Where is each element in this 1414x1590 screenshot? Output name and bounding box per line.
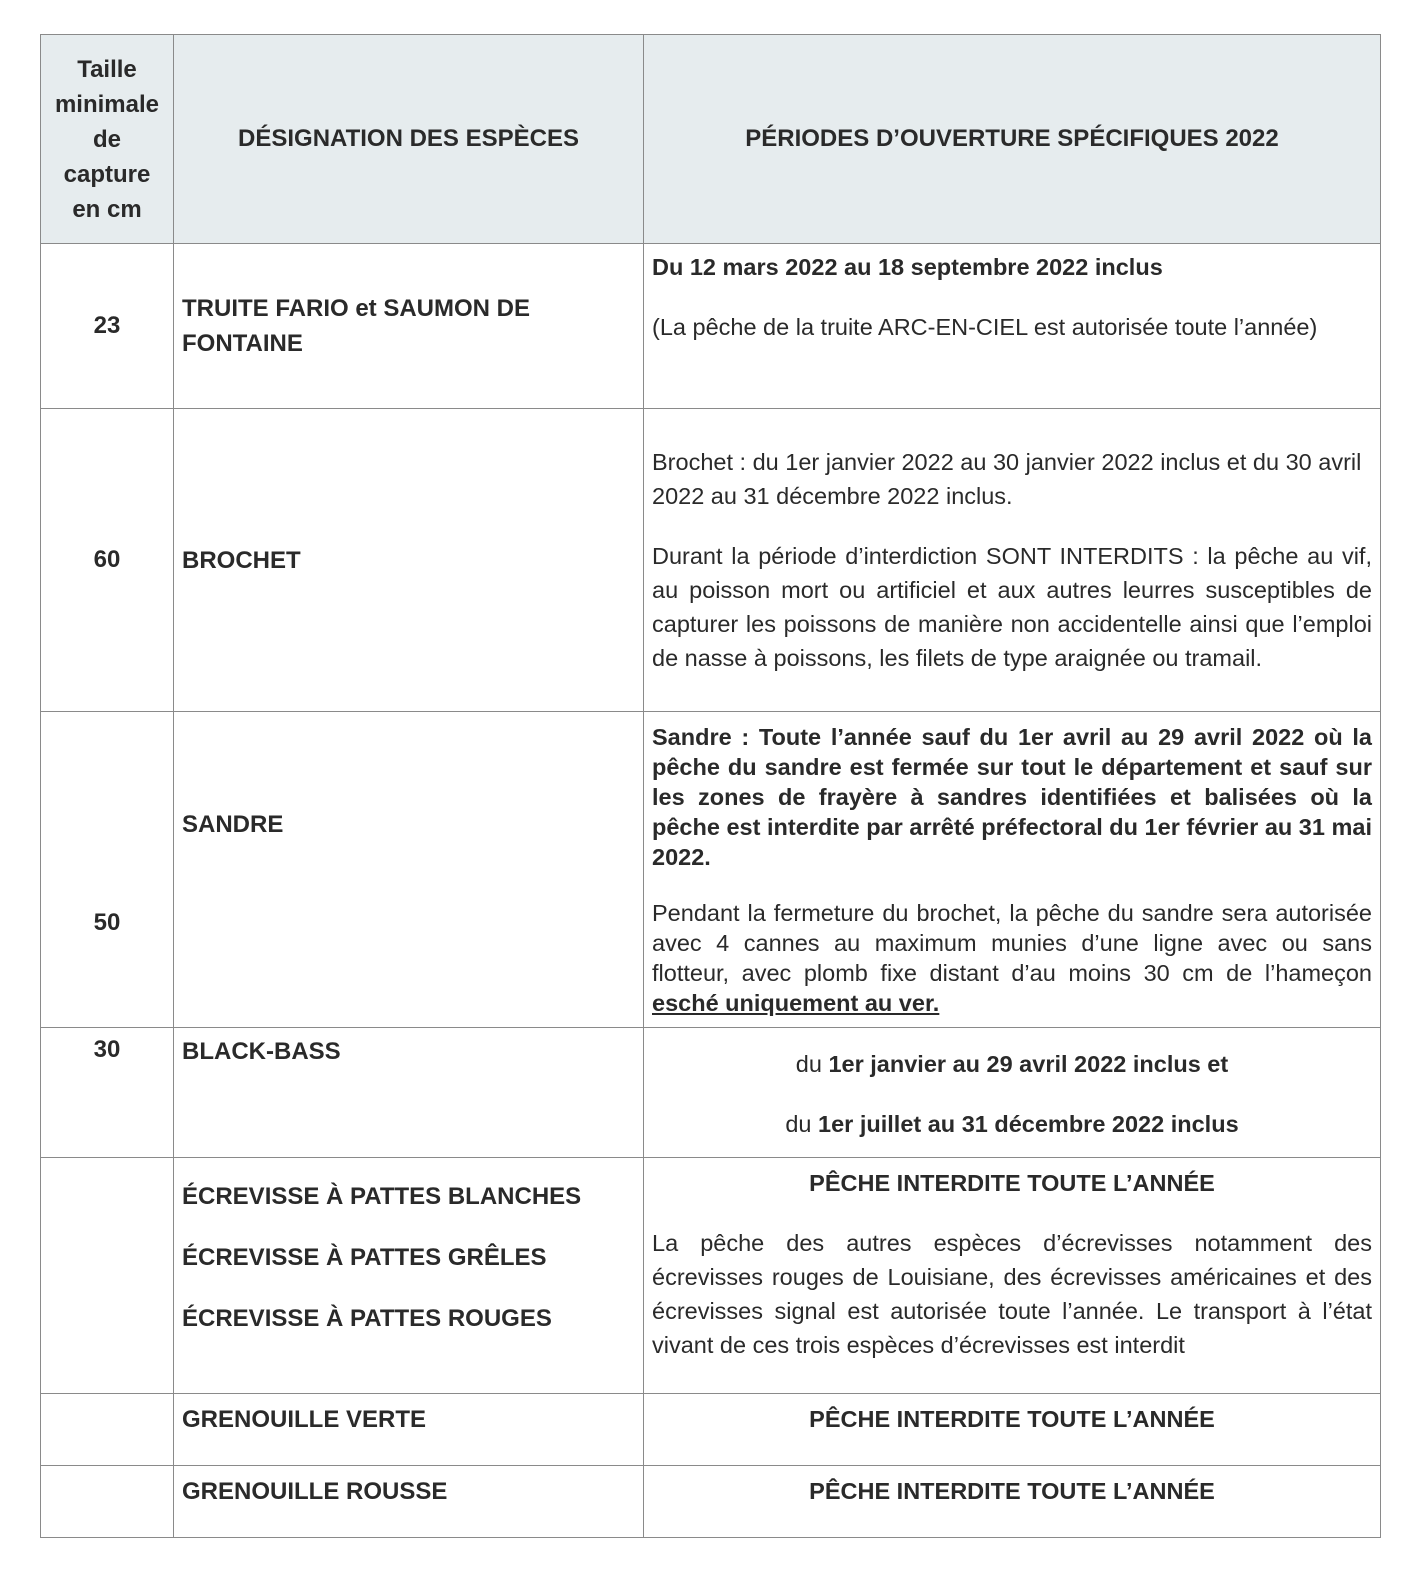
period-main: Du 12 mars 2022 au 18 septembre 2022 inclus [652, 254, 1163, 280]
table-row-grenouille-rousse [41, 1466, 1381, 1538]
size-cell: 23 [41, 244, 174, 409]
period-main: PÊCHE INTERDITE TOUTE L’ANNÉE [809, 1406, 1215, 1432]
species-cell: GRENOUILLE VERTE [174, 1394, 644, 1466]
period-line-1-dates: 1er janvier au 29 avril 2022 inclus et [828, 1051, 1229, 1077]
fishing-regulations-table [40, 34, 1381, 1538]
species-line: ÉCREVISSE À PATTES ROUGES [182, 1305, 552, 1332]
period-cell [644, 1158, 1381, 1394]
period-conditions-text: Pendant la fermeture du brochet, la pêche du sandre sera autorisée avec 4 cannes au maximum munies d’une ligne avec ou sans flotteur, avec plomb fixe distant d’au moins 30 cm de l’hameçon [652, 899, 1372, 986]
species-line: TRUITE FARIO et SAUMON DE [182, 295, 531, 322]
species-cell: BROCHET [174, 409, 644, 712]
species-line: FONTAINE [182, 330, 303, 357]
period-main: Sandre : Toute l’année sauf du 1er avril au 29 avril 2022 où la pêche du sandre est fermée sur tout le département et sauf sur les zones de frayère à sandres identifiées et balisées où la pêche est interdite par arrêté préfectoral du 1er février au 31 mai 2022. [652, 723, 1372, 870]
size-cell [41, 1158, 174, 1394]
period-line-1 [652, 1034, 1372, 1094]
species-cell [174, 1158, 644, 1394]
species-line: ÉCREVISSE À PATTES BLANCHES [182, 1183, 582, 1210]
period-line-1-prefix: du [795, 1051, 829, 1077]
table-row-sandre [41, 712, 1381, 1028]
period-main: PÊCHE INTERDITE TOUTE L’ANNÉE [809, 1478, 1215, 1504]
table-row-truite [41, 244, 1381, 409]
period-main: PÊCHE INTERDITE TOUTE L’ANNÉE [809, 1170, 1215, 1196]
species-line: ÉCREVISSE À PATTES GRÊLES [182, 1244, 547, 1271]
period-line-2 [652, 1094, 1372, 1154]
header-size-line: de [92, 125, 121, 153]
table-row-grenouille-verte [41, 1394, 1381, 1466]
period-cell [644, 1028, 1381, 1158]
period-cell [644, 409, 1381, 712]
header-species: DÉSIGNATION DES ESPÈCES [174, 35, 644, 244]
table-row-ecrevisses [41, 1158, 1381, 1394]
size-cell [41, 1466, 174, 1538]
header-periods: PÉRIODES D’OUVERTURE SPÉCIFIQUES 2022 [644, 35, 1381, 244]
period-cell [644, 1394, 1381, 1466]
period-line-2-dates: 1er juillet au 31 décembre 2022 inclus [818, 1111, 1239, 1137]
size-cell: 50 [41, 712, 174, 1028]
table-header-row [41, 35, 1381, 244]
species-cell: BLACK-BASS [174, 1028, 644, 1158]
header-min-size [41, 35, 174, 244]
period-conditions [652, 898, 1372, 1018]
period-main: Brochet : du 1er janvier 2022 au 30 janvier 2022 inclus et du 30 avril 2022 au 31 décembre 2022 inclus. [652, 449, 1362, 509]
period-note: (La pêche de la truite ARC-EN-CIEL est autorisée toute l’année) [652, 314, 1318, 340]
header-size-line: en cm [72, 195, 142, 223]
size-cell: 60 [41, 409, 174, 712]
period-line-2-prefix: du [785, 1111, 819, 1137]
species-cell: SANDRE [174, 712, 644, 1028]
period-note: La pêche des autres espèces d’écrevisses notamment des écrevisses rouges de Louisiane, des écrevisses américaines et des écrevisses signal est autorisée toute l’année. Le transport à l’état vivant de ces trois espèces d’écrevisses est interdit [652, 1230, 1372, 1358]
period-cell [644, 1466, 1381, 1538]
period-conditions-underlined: esché uniquement au ver. [652, 989, 940, 1016]
header-size-line: capture [63, 160, 151, 188]
species-cell [174, 244, 644, 409]
period-cell [644, 712, 1381, 1028]
size-cell: 30 [41, 1028, 174, 1158]
period-cell [644, 244, 1381, 409]
period-restrictions: Durant la période d’interdiction SONT INTERDITS : la pêche au vif, au poisson mort ou artificiel et aux autres leurres susceptibles de capturer les poissons de manière non accidentelle ainsi que l’emploi de nasse à poissons, les filets de type araignée ou tramail. [652, 543, 1372, 671]
species-cell: GRENOUILLE ROUSSE [174, 1466, 644, 1538]
size-cell [41, 1394, 174, 1466]
header-size-line: minimale [54, 90, 160, 118]
table-row-brochet [41, 409, 1381, 712]
table-row-black-bass [41, 1028, 1381, 1158]
header-size-line: Taille [77, 55, 137, 83]
